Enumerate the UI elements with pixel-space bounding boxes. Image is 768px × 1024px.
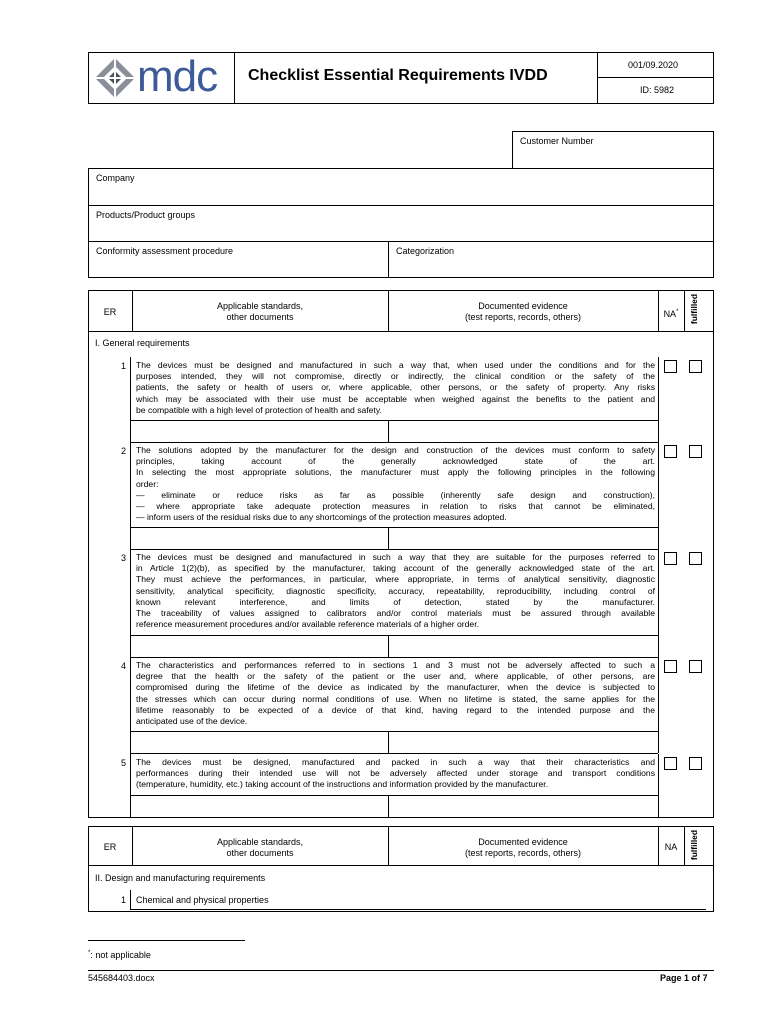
item-text-line: purposes intended, they will not compromise, directly or indirectly, the clinical condition or the safety of the — [136, 371, 655, 382]
item-text-line: be compatible with a high level of protection of health and safety. — [136, 404, 382, 415]
na-checkbox[interactable] — [664, 445, 677, 458]
document-id: ID: 5982 — [640, 85, 675, 95]
item-text — [136, 757, 655, 791]
item-number-2-1: 1 — [120, 895, 126, 905]
item-text-line: lifetime reasonably to be expected of a device of that kind, having regard to the intended purpose and the — [136, 704, 655, 715]
logo-text: mdc — [137, 52, 218, 101]
item-text-line: The traceability of values assigned to calibrators and/or control materials must be assured through available — [136, 608, 655, 619]
section-title-2: II. Design and manufacturing requirements — [95, 873, 266, 883]
item-text-line: the stresses which can occur during normal conditions of use. When no lifetime is stated, the same applies for the — [136, 693, 655, 704]
item-divider — [658, 657, 659, 753]
col-er-header-2: ER — [103, 842, 117, 852]
standards-input[interactable] — [131, 421, 388, 442]
item-divider — [130, 549, 658, 550]
col-fulfilled-header-2: fulfilled — [689, 829, 699, 861]
document-date: 001/09.2020 — [628, 60, 679, 70]
section-title: I. General requirements — [95, 338, 190, 348]
item-divider — [130, 442, 658, 443]
footer-divider — [88, 970, 714, 971]
item-divider — [130, 817, 658, 818]
col-standards-header-2: Applicable standards, other documents — [216, 837, 304, 858]
item-divider — [658, 357, 659, 442]
procedure-field[interactable] — [88, 241, 389, 278]
item-text-line: (temperature, humidity, etc.) taking account of the instructions and information provided by the manufacturer. — [136, 779, 549, 790]
fulfilled-checkbox[interactable] — [689, 360, 702, 373]
item-text-line: The devices must be designed and manufactured in such a way that, when used under the conditions and for the — [136, 360, 655, 370]
footnote-divider — [88, 940, 245, 941]
logo-mark-icon — [93, 56, 137, 100]
item-number: 2 — [120, 446, 126, 456]
item-number: 4 — [120, 661, 126, 671]
customer-number-field[interactable] — [512, 131, 714, 169]
item-text-2-1: Chemical and physical properties — [136, 895, 269, 905]
page-title: Checklist Essential Requirements IVDD — [248, 67, 548, 84]
item-text-line: — inform users of the residual risks due to any shortcomings of the protection measures adopted. — [136, 512, 507, 523]
col-na-header-2: NA — [664, 842, 678, 852]
item-text-line: principles, taking account of the generally acknowledged state of the art. — [136, 456, 655, 467]
item-text-line: compromised during the lifetime of the device as indicated by the manufacturer, when the device is subjected to — [136, 682, 655, 693]
item-text-line: order: — [136, 478, 159, 489]
na-checkbox[interactable] — [664, 360, 677, 373]
company-label: Company — [96, 173, 135, 183]
item-text-line: They must achieve the performances, in particular, where appropriate, in terms of analytical sensitivity, diagnostic — [136, 574, 655, 585]
procedure-label: Conformity assessment procedure — [96, 246, 234, 256]
customer-number-label: Customer Number — [520, 136, 594, 146]
item-number: 3 — [120, 553, 126, 563]
evidence-input[interactable] — [389, 528, 658, 549]
products-field[interactable] — [88, 205, 714, 242]
categorization-label: Categorization — [396, 246, 455, 256]
item-divider — [130, 753, 658, 754]
item-text-line: known relevant interference, and limits of detection, stated by the manufacturer. — [136, 596, 655, 607]
item-divider — [658, 442, 659, 549]
fulfilled-checkbox[interactable] — [689, 552, 702, 565]
standards-input[interactable] — [131, 528, 388, 549]
col-er-header: ER — [103, 307, 117, 317]
item-text-line: The devices must be designed, manufactured and packed in such a way that their characteristics and — [136, 757, 655, 767]
fulfilled-checkbox[interactable] — [689, 757, 702, 770]
na-checkbox[interactable] — [664, 757, 677, 770]
file-name: 545684403.docx — [88, 973, 155, 983]
col-evidence-header-2: Documented evidence (test reports, records, others) — [464, 837, 582, 858]
item-text — [136, 660, 655, 727]
item-divider — [130, 657, 658, 658]
products-label: Products/Product groups — [96, 210, 196, 220]
footnote: *: not applicable — [88, 950, 151, 960]
na-checkbox[interactable] — [664, 660, 677, 673]
item-text-line: which may be associated with their use must be acceptable when weighed against the benefits to the patient and — [136, 393, 655, 404]
evidence-input[interactable] — [389, 421, 658, 442]
col-standards-header: Applicable standards, other documents — [216, 301, 304, 322]
item-text — [136, 360, 655, 416]
item-text-line: sensitivity, analytical specificity, diagnostic specificity, accuracy, repeatability, reproducibility, including control of — [136, 585, 655, 596]
standards-input[interactable] — [131, 796, 388, 817]
item-text-line: reference measurement procedures and/or available reference materials of a higher order. — [136, 619, 479, 630]
evidence-input[interactable] — [389, 636, 658, 657]
item-divider — [658, 754, 659, 817]
standards-input[interactable] — [131, 732, 388, 753]
item-text-line: The devices must be designed and manufactured in such a way that they are suitable for the purposes referred to — [136, 552, 655, 562]
item-number: 5 — [120, 758, 126, 768]
page-number: Page 1 of 7 — [660, 973, 708, 983]
item-text-line: — where appropriate take adequate protection measures in relation to risks that cannot be eliminated, — [136, 501, 655, 512]
item-text-line: in Article 1(2)(b), as specified by the manufacturer, taking account of the generally acknowledged state of the art. — [136, 563, 655, 574]
standards-input[interactable] — [131, 636, 388, 657]
item-text — [136, 445, 655, 523]
col-evidence-header: Documented evidence (test reports, records, others) — [464, 301, 582, 322]
fulfilled-checkbox[interactable] — [689, 445, 702, 458]
item-text-line: degree that the health or the safety of the patient or the user and, where applicable, of other persons, are — [136, 671, 655, 682]
col-na-header: NA* — [663, 309, 679, 319]
item-number: 1 — [120, 361, 126, 371]
logo — [93, 52, 231, 101]
categorization-field[interactable] — [388, 241, 714, 278]
item-text — [136, 552, 655, 630]
item-text-line: performances during their intended use will not be adversely affected under storage and transport conditions — [136, 768, 655, 779]
item-text-line: The solutions adopted by the manufacturer for the design and construction of the devices must conform to safety — [136, 445, 655, 455]
item-text-line: patients, the safety or health of users or, where applicable, other persons, or the safety of property. Any risks — [136, 382, 655, 393]
item-divider — [658, 549, 659, 657]
fulfilled-checkbox[interactable] — [689, 660, 702, 673]
evidence-input[interactable] — [389, 732, 658, 753]
item-text-line: anticipated use of the device. — [136, 716, 248, 727]
company-field[interactable] — [88, 168, 714, 206]
col-fulfilled-header: fulfilled — [689, 293, 699, 325]
item-text-line: The characteristics and performances referred to in sections 1 and 3 must not be adversely affected to such a — [136, 660, 655, 670]
item-text-line: In selecting the most appropriate solutions, the manufacturer must apply the following principles in the following — [136, 467, 655, 478]
evidence-input[interactable] — [389, 796, 658, 817]
item-text-line: — eliminate or reduce risks as far as possible (inherently safe design and construction), — [136, 489, 655, 500]
na-checkbox[interactable] — [664, 552, 677, 565]
